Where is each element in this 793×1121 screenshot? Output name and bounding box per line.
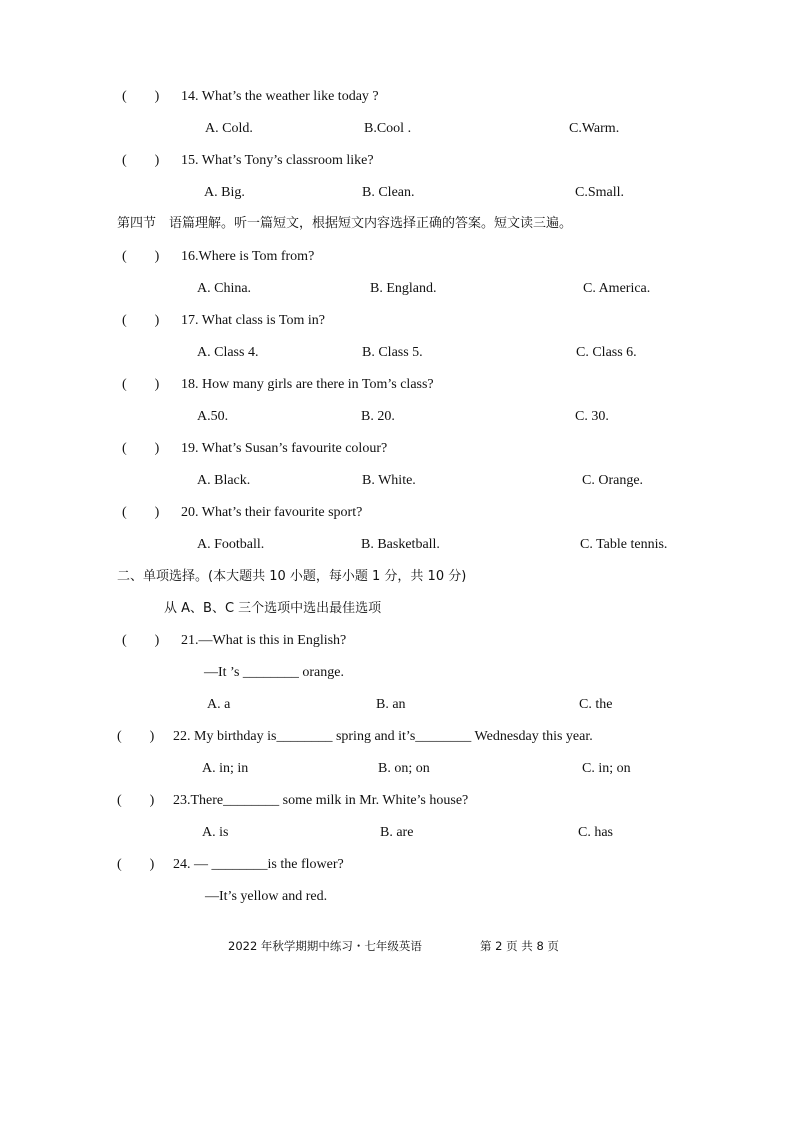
q21-option-a: A. a [207, 697, 231, 712]
q21-option-c: C. the [579, 697, 613, 712]
q16-option-b: B. England. [370, 281, 437, 296]
q14-option-a: A. Cold. [205, 121, 253, 136]
q19-option-b: B. White. [362, 473, 416, 488]
q21-option-b: B. an [376, 697, 406, 712]
answer-bracket-16[interactable]: ( ) [122, 249, 160, 264]
answer-bracket-17[interactable]: ( ) [122, 313, 160, 328]
question-20-stem: 20. What’s their favourite sport? [181, 505, 363, 520]
q15-option-c: C.Small. [575, 185, 625, 200]
q16-option-c: C. America. [583, 281, 651, 296]
q20-option-b: B. Basketball. [361, 537, 440, 552]
q18-option-b: B. 20. [361, 409, 395, 424]
question-16-stem: 16.Where is Tom from? [181, 249, 315, 264]
question-15-stem: 15. What’s Tony’s classroom like? [181, 153, 374, 168]
q23-option-c: C. has [578, 825, 613, 840]
q14-option-b: B.Cool . [364, 121, 412, 136]
q17-option-b: B. Class 5. [362, 345, 423, 360]
answer-bracket-19[interactable]: ( ) [122, 441, 160, 456]
q23-option-a: A. is [202, 825, 229, 840]
q22-option-c: C. in; on [582, 761, 631, 776]
q14-option-c: C.Warm. [569, 121, 620, 136]
answer-bracket-20[interactable]: ( ) [122, 505, 160, 520]
q20-option-c: C. Table tennis. [580, 537, 668, 552]
q20-option-a: A. Football. [197, 537, 265, 552]
answer-bracket-18[interactable]: ( ) [122, 377, 160, 392]
q17-option-a: A. Class 4. [197, 345, 259, 360]
section4-heading: 第四节 语篇理解。听一篇短文，根据短文内容选择正确的答案。短文读三遍。 [117, 216, 573, 231]
answer-bracket-22[interactable]: ( ) [117, 729, 155, 744]
q16-option-a: A. China. [197, 281, 252, 296]
question-24-stem: 24. — ________is the flower? [173, 857, 344, 872]
answer-bracket-24[interactable]: ( ) [117, 857, 155, 872]
question-21-stem: 21.—What is this in English? [181, 633, 347, 648]
answer-bracket-14[interactable]: ( ) [122, 89, 160, 104]
q22-option-b: B. on; on [378, 761, 430, 776]
part2-heading: 二、单项选择。(本大题共 10 小题，每小题 1 分，共 10 分) [117, 569, 467, 584]
question-19-stem: 19. What’s Susan’s favourite colour? [181, 441, 388, 456]
q15-option-b: B. Clean. [362, 185, 415, 200]
q19-option-a: A. Black. [197, 473, 251, 488]
question-21-sub: —It ’s ________ orange. [204, 665, 344, 680]
question-18-stem: 18. How many girls are there in Tom’s class? [181, 377, 434, 392]
q22-option-a: A. in; in [202, 761, 249, 776]
question-14-stem: 14. What’s the weather like today ? [181, 89, 379, 104]
footer-title: 2022 年秋学期期中练习・七年级英语 [228, 939, 422, 953]
answer-bracket-15[interactable]: ( ) [122, 153, 160, 168]
q17-option-c: C. Class 6. [576, 345, 637, 360]
question-17-stem: 17. What class is Tom in? [181, 313, 325, 328]
answer-bracket-21[interactable]: ( ) [122, 633, 160, 648]
answer-bracket-23[interactable]: ( ) [117, 793, 155, 808]
question-22-stem: 22. My birthday is________ spring and it’s________ Wednesday this year. [173, 729, 593, 744]
q18-option-a: A.50. [197, 409, 229, 424]
q15-option-a: A. Big. [204, 185, 245, 200]
question-23-stem: 23.There________ some milk in Mr. White’s house? [173, 793, 469, 808]
q23-option-b: B. are [380, 825, 414, 840]
q19-option-c: C. Orange. [582, 473, 644, 488]
q18-option-c: C. 30. [575, 409, 609, 424]
part2-instruction: 从 A、B、C 三个选项中选出最佳选项 [164, 601, 382, 616]
question-24-sub: —It’s yellow and red. [205, 889, 328, 904]
footer-page-number: 第 2 页 共 8 页 [480, 939, 559, 953]
